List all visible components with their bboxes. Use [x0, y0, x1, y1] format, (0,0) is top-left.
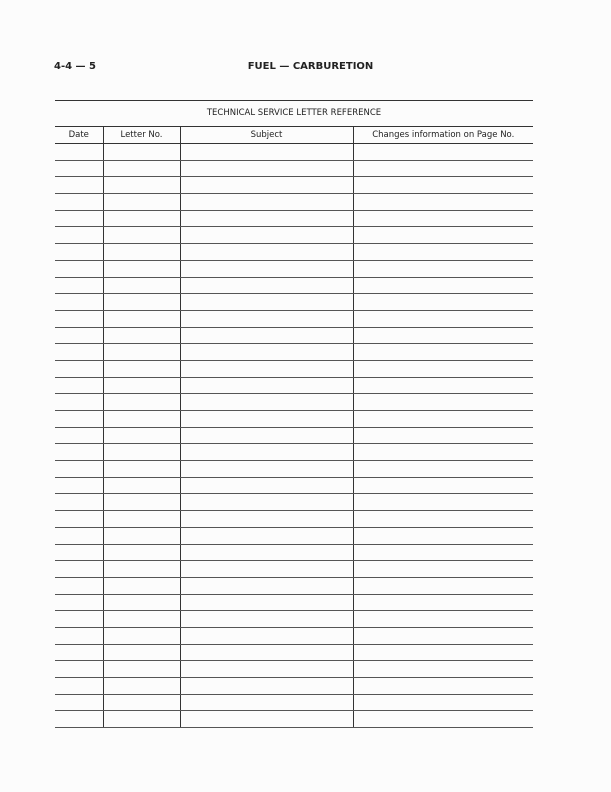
cell-subject [180, 277, 353, 294]
cell-letter-no [103, 711, 180, 728]
table-row [55, 527, 533, 544]
table-row [55, 427, 533, 444]
cell-letter-no [103, 644, 180, 661]
cell-date [55, 160, 103, 177]
table-row [55, 644, 533, 661]
table-row [55, 411, 533, 428]
cell-changes-page [353, 210, 533, 227]
cell-changes-page [353, 678, 533, 695]
table-row [55, 511, 533, 528]
cell-date [55, 144, 103, 161]
cell-letter-no [103, 360, 180, 377]
table-row [55, 377, 533, 394]
table-title: TECHNICAL SERVICE LETTER REFERENCE [206, 108, 382, 118]
cell-subject [180, 461, 353, 478]
cell-changes-page [353, 277, 533, 294]
table-row [55, 244, 533, 261]
cell-letter-no [103, 544, 180, 561]
section-title: FUEL — CARBURETION [247, 61, 374, 72]
table-row [55, 227, 533, 244]
cell-letter-no [103, 511, 180, 528]
cell-subject [180, 577, 353, 594]
cell-subject [180, 661, 353, 678]
cell-subject [180, 377, 353, 394]
cell-subject [180, 544, 353, 561]
cell-changes-page [353, 494, 533, 511]
cell-letter-no [103, 160, 180, 177]
cell-changes-page [353, 477, 533, 494]
cell-changes-page [353, 294, 533, 311]
cell-date [55, 711, 103, 728]
table-row [55, 260, 533, 277]
column-header-letter-no: Letter No. [103, 127, 180, 144]
cell-changes-page [353, 544, 533, 561]
cell-subject [180, 360, 353, 377]
cell-letter-no [103, 494, 180, 511]
table-row [55, 144, 533, 161]
cell-changes-page [353, 360, 533, 377]
cell-date [55, 678, 103, 695]
table-row [55, 461, 533, 478]
cell-letter-no [103, 694, 180, 711]
cell-date [55, 577, 103, 594]
cell-letter-no [103, 427, 180, 444]
table-row [55, 494, 533, 511]
table-row [55, 194, 533, 211]
cell-date [55, 444, 103, 461]
cell-letter-no [103, 377, 180, 394]
table-row [55, 544, 533, 561]
table-row [55, 294, 533, 311]
cell-date [55, 477, 103, 494]
table-header-row [55, 127, 533, 144]
cell-date [55, 394, 103, 411]
cell-letter-no [103, 527, 180, 544]
cell-subject [180, 344, 353, 361]
cell-changes-page [353, 661, 533, 678]
cell-changes-page [353, 344, 533, 361]
column-header-date: Date [55, 127, 103, 144]
cell-letter-no [103, 244, 180, 261]
table-row [55, 611, 533, 628]
cell-date [55, 694, 103, 711]
cell-changes-page [353, 694, 533, 711]
cell-letter-no [103, 277, 180, 294]
cell-letter-no [103, 477, 180, 494]
cell-letter-no [103, 227, 180, 244]
cell-changes-page [353, 411, 533, 428]
cell-changes-page [353, 627, 533, 644]
cell-letter-no [103, 611, 180, 628]
cell-subject [180, 177, 353, 194]
cell-date [55, 210, 103, 227]
cell-subject [180, 210, 353, 227]
cell-date [55, 494, 103, 511]
cell-date [55, 310, 103, 327]
cell-date [55, 194, 103, 211]
cell-letter-no [103, 177, 180, 194]
cell-date [55, 177, 103, 194]
cell-changes-page [353, 427, 533, 444]
cell-changes-page [353, 644, 533, 661]
cell-subject [180, 678, 353, 695]
cell-changes-page [353, 194, 533, 211]
cell-changes-page [353, 327, 533, 344]
cell-date [55, 627, 103, 644]
cell-letter-no [103, 210, 180, 227]
table-row [55, 394, 533, 411]
cell-subject [180, 144, 353, 161]
table-row [55, 594, 533, 611]
cell-date [55, 461, 103, 478]
cell-changes-page [353, 260, 533, 277]
cell-letter-no [103, 144, 180, 161]
header-rule [55, 100, 533, 101]
cell-date [55, 327, 103, 344]
table-row [55, 661, 533, 678]
cell-date [55, 360, 103, 377]
cell-changes-page [353, 394, 533, 411]
cell-subject [180, 711, 353, 728]
cell-date [55, 294, 103, 311]
cell-letter-no [103, 260, 180, 277]
cell-letter-no [103, 661, 180, 678]
table-row [55, 561, 533, 578]
table-row [55, 177, 533, 194]
cell-date [55, 611, 103, 628]
cell-subject [180, 244, 353, 261]
table-row [55, 477, 533, 494]
cell-subject [180, 477, 353, 494]
column-header-changes-page: Changes information on Page No. [353, 127, 533, 144]
cell-letter-no [103, 561, 180, 578]
cell-date [55, 644, 103, 661]
cell-date [55, 594, 103, 611]
cell-letter-no [103, 394, 180, 411]
cell-subject [180, 160, 353, 177]
table-row [55, 160, 533, 177]
cell-date [55, 661, 103, 678]
cell-date [55, 527, 103, 544]
cell-changes-page [353, 711, 533, 728]
reference-table [55, 126, 533, 728]
cell-changes-page [353, 527, 533, 544]
cell-letter-no [103, 461, 180, 478]
cell-letter-no [103, 294, 180, 311]
table-row [55, 327, 533, 344]
cell-changes-page [353, 461, 533, 478]
cell-date [55, 561, 103, 578]
cell-changes-page [353, 244, 533, 261]
cell-changes-page [353, 144, 533, 161]
cell-subject [180, 394, 353, 411]
cell-changes-page [353, 177, 533, 194]
cell-letter-no [103, 327, 180, 344]
column-header-subject: Subject [180, 127, 353, 144]
cell-subject [180, 594, 353, 611]
cell-changes-page [353, 377, 533, 394]
cell-date [55, 244, 103, 261]
cell-date [55, 511, 103, 528]
cell-date [55, 227, 103, 244]
cell-letter-no [103, 344, 180, 361]
cell-subject [180, 494, 353, 511]
cell-letter-no [103, 310, 180, 327]
cell-date [55, 277, 103, 294]
cell-letter-no [103, 577, 180, 594]
table-row [55, 310, 533, 327]
table-row [55, 360, 533, 377]
table-row [55, 444, 533, 461]
cell-subject [180, 294, 353, 311]
cell-subject [180, 694, 353, 711]
cell-subject [180, 511, 353, 528]
cell-letter-no [103, 444, 180, 461]
cell-letter-no [103, 627, 180, 644]
table-row [55, 627, 533, 644]
cell-changes-page [353, 511, 533, 528]
cell-letter-no [103, 194, 180, 211]
cell-subject [180, 310, 353, 327]
cell-changes-page [353, 310, 533, 327]
cell-subject [180, 327, 353, 344]
cell-subject [180, 427, 353, 444]
cell-subject [180, 627, 353, 644]
cell-subject [180, 644, 353, 661]
cell-subject [180, 561, 353, 578]
cell-date [55, 544, 103, 561]
cell-subject [180, 611, 353, 628]
cell-date [55, 260, 103, 277]
cell-changes-page [353, 227, 533, 244]
table-row [55, 711, 533, 728]
cell-date [55, 427, 103, 444]
cell-subject [180, 260, 353, 277]
table-row [55, 277, 533, 294]
cell-changes-page [353, 444, 533, 461]
cell-subject [180, 227, 353, 244]
cell-changes-page [353, 561, 533, 578]
cell-subject [180, 444, 353, 461]
cell-changes-page [353, 594, 533, 611]
table-row [55, 678, 533, 695]
cell-changes-page [353, 611, 533, 628]
cell-changes-page [353, 577, 533, 594]
page-number: 4-4 — 5 [54, 61, 96, 72]
table-row [55, 344, 533, 361]
table-row [55, 577, 533, 594]
cell-letter-no [103, 411, 180, 428]
cell-date [55, 411, 103, 428]
table-row [55, 694, 533, 711]
cell-subject [180, 194, 353, 211]
cell-letter-no [103, 594, 180, 611]
cell-subject [180, 527, 353, 544]
cell-subject [180, 411, 353, 428]
cell-date [55, 377, 103, 394]
table-row [55, 210, 533, 227]
cell-letter-no [103, 678, 180, 695]
cell-changes-page [353, 160, 533, 177]
cell-date [55, 344, 103, 361]
